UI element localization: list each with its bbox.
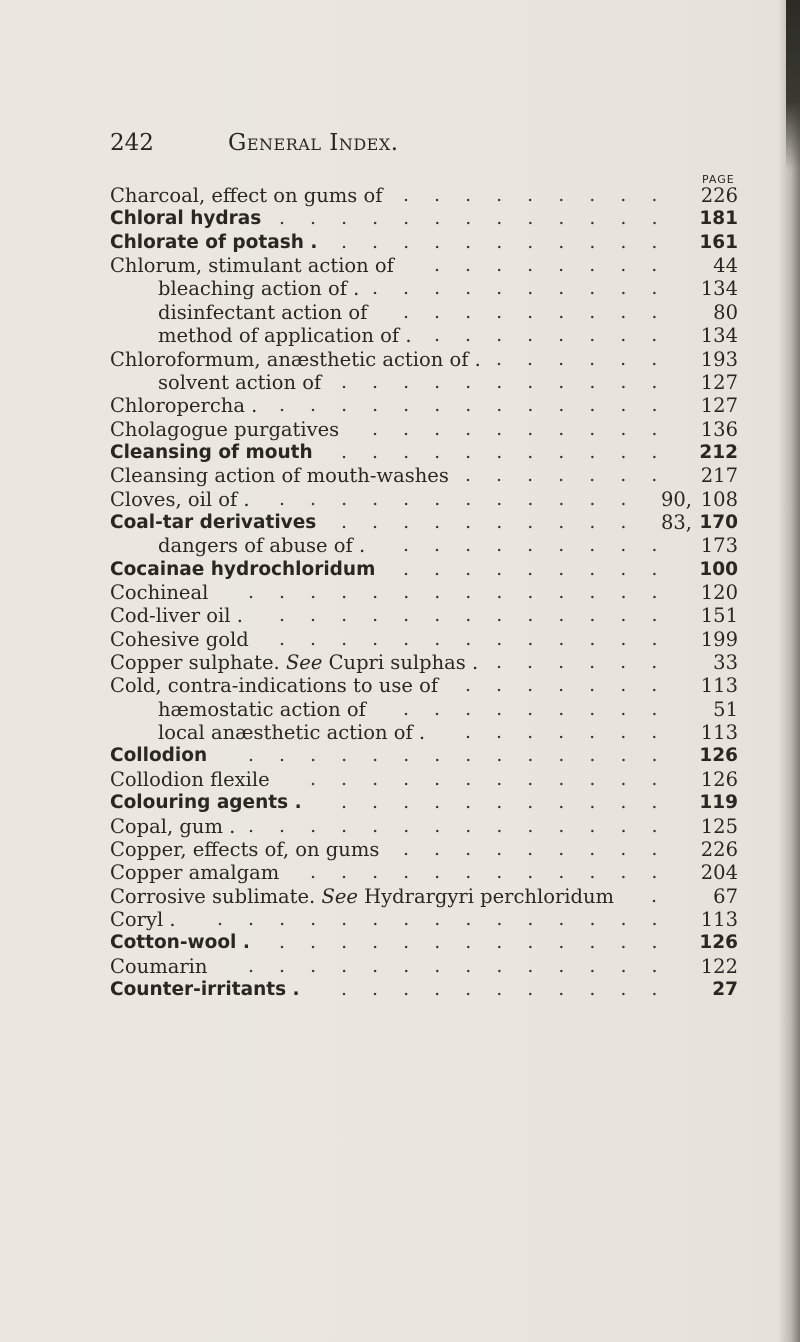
leader-dots: ..............: [248, 814, 683, 837]
leader-dots: ...........: [341, 230, 683, 253]
page-reference: 127: [700, 394, 738, 418]
index-entry: [0, 254, 800, 277]
index-term: [110, 604, 243, 627]
term-text: Cochineal: [110, 581, 209, 604]
leader-dots: ..........: [372, 277, 683, 300]
page-reference: 126: [700, 767, 738, 791]
leader-dots: .............: [279, 931, 683, 954]
leader-dots: .............: [279, 207, 683, 230]
leader-dots: .........: [403, 300, 683, 323]
leader-dots: ..........: [341, 510, 652, 533]
leader-dots: .........: [403, 534, 683, 557]
index-entry: [0, 371, 800, 394]
index-term: [110, 978, 300, 1001]
leader-dots: .........: [403, 697, 683, 720]
cross-reference: Hydrargyri perchloridum: [364, 884, 615, 908]
term-text: Copper amalgam: [110, 861, 280, 885]
index-term: [110, 768, 270, 791]
index-entry: [0, 534, 800, 557]
term-text: Copper sulphate.: [110, 651, 280, 674]
index-term: [110, 885, 614, 908]
page-reference: 199: [700, 627, 738, 651]
index-entry: [0, 721, 800, 744]
page-column-label: PAGE: [702, 173, 735, 186]
cross-reference: Cupri sulphas .: [328, 651, 479, 674]
index-term: [158, 371, 321, 394]
index-entry: [0, 488, 800, 511]
leader-dots: ............: [310, 767, 683, 790]
index-entry: [0, 744, 800, 767]
page-reference: 173: [700, 534, 738, 558]
index-term: [110, 418, 339, 441]
term-text: hæmostatic action of: [158, 697, 366, 721]
index-entry: [0, 394, 800, 417]
index-entry: [0, 324, 800, 347]
page-reference: 113: [700, 674, 738, 698]
index-term: [110, 861, 279, 884]
index-term: [110, 254, 394, 277]
page-reference-primary: 83,: [660, 510, 692, 534]
term-text: Collodion flexile: [110, 767, 270, 791]
term-text: Cloves, oil of .: [110, 487, 250, 511]
term-text: Chlorum, stimulant action of: [110, 254, 394, 278]
index-entry: [0, 955, 800, 978]
leader-dots: ...............: [217, 907, 683, 930]
index-term: [158, 301, 367, 324]
page-reference: 100: [699, 558, 738, 580]
term-text: Cold, contra-indications to use of: [110, 674, 439, 698]
index-term: [110, 394, 257, 417]
term-text: disinfectant action of: [158, 300, 368, 324]
leader-dots: ........: [434, 254, 683, 277]
page-reference: 44: [713, 254, 738, 278]
page-reference: 204: [700, 861, 738, 885]
index-entry: [0, 651, 800, 674]
leader-dots: ..............: [248, 744, 683, 767]
page-reference: 134: [700, 324, 738, 348]
index-term: [158, 534, 365, 557]
leader-dots: ..............: [248, 954, 683, 977]
index-term: [158, 721, 425, 744]
see-reference-label: See: [321, 884, 358, 908]
leader-dots: .........: [403, 557, 683, 580]
page-reference: 212: [699, 441, 738, 463]
index-term: [158, 324, 412, 347]
term-text: dangers of abuse of .: [158, 534, 366, 558]
term-text: Charcoal, effect on gums of: [110, 184, 383, 207]
leader-dots: .......: [465, 464, 683, 487]
term-text: Chloral hydras: [110, 208, 262, 230]
index-term: [110, 558, 375, 581]
page-reference: 170: [699, 511, 738, 533]
leader-dots: ...........: [341, 370, 683, 393]
leader-dots: ..........: [372, 417, 683, 440]
index-entry: [0, 791, 800, 814]
term-text: Counter-irritants .: [110, 978, 300, 1000]
index-term: [110, 348, 481, 371]
index-term: [110, 184, 382, 207]
index-entry: [0, 348, 800, 371]
index-entry: [0, 207, 800, 230]
page-reference: 217: [700, 464, 738, 488]
term-text: Chloroformum, anæsthetic action of .: [110, 347, 481, 371]
index-entry: [0, 441, 800, 464]
leader-dots: ...........: [341, 440, 683, 463]
page-reference: 27: [712, 978, 738, 1000]
see-reference-label: See: [285, 651, 323, 674]
index-entry: [0, 674, 800, 697]
index-entry: [0, 628, 800, 651]
leader-dots: ............: [279, 487, 652, 510]
index-term: [110, 674, 438, 697]
index-entry: [0, 581, 800, 604]
term-text: Colouring agents .: [110, 792, 302, 814]
page-reference-primary: 90,: [660, 487, 692, 511]
leader-dots: ......: [496, 651, 683, 673]
page-reference: 126: [699, 745, 738, 767]
index-entry: [0, 511, 800, 534]
index-term: [110, 511, 316, 534]
index-term: [110, 628, 249, 651]
index-entry: [0, 231, 800, 254]
leader-dots: .......: [465, 674, 683, 697]
index-entry: [0, 861, 800, 884]
term-text: Coryl .: [110, 907, 176, 931]
page-reference: 125: [700, 814, 738, 838]
index-entry: [0, 301, 800, 324]
leader-dots: ..............: [248, 581, 683, 603]
page-reference: 126: [699, 932, 738, 954]
index-term: [158, 698, 366, 721]
index-entry: [0, 558, 800, 581]
page-reference: 181: [699, 208, 738, 230]
index-entry: [0, 978, 800, 1001]
index-term: [110, 931, 250, 954]
index-term: [110, 488, 250, 511]
index-term: [110, 231, 317, 254]
page-reference: 33: [713, 651, 738, 674]
index-entry: [0, 604, 800, 627]
term-text: Copal, gum .: [110, 814, 236, 838]
running-title: General Index.: [228, 130, 399, 156]
page-reference: 151: [700, 604, 738, 628]
index-entry: [0, 931, 800, 954]
term-text: Corrosive sublimate.: [110, 884, 316, 908]
index-term: [110, 651, 478, 674]
page-reference: 80: [713, 300, 738, 324]
page-reference: 120: [700, 581, 738, 604]
index-term: [110, 464, 449, 487]
leader-dots: .........: [403, 184, 683, 206]
page-reference: 161: [699, 231, 738, 253]
term-text: Coumarin: [110, 954, 208, 978]
page-reference: 122: [700, 954, 738, 978]
index-term: [110, 581, 208, 604]
term-text: Coal-tar derivatives: [110, 511, 317, 533]
leader-dots: .............: [279, 394, 683, 417]
term-text: Collodion: [110, 745, 208, 767]
index-entry: [0, 885, 800, 908]
page-reference: 119: [699, 792, 738, 814]
term-text: solvent action of: [158, 370, 322, 394]
term-text: Cocainae hydrochloridum: [110, 558, 376, 580]
index-term: [110, 441, 313, 464]
leader-dots: ...........: [341, 791, 683, 814]
page-reference: 136: [700, 417, 738, 441]
index-entry: [0, 464, 800, 487]
index-entry: [0, 838, 800, 861]
term-text: Cleansing of mouth: [110, 441, 313, 463]
leader-dots: .............: [279, 627, 683, 650]
index-entry: [0, 277, 800, 300]
leader-dots: ............: [310, 861, 683, 884]
index-term: [110, 791, 302, 814]
term-text: Cholagogue purgatives: [110, 417, 340, 441]
leader-dots: ........: [434, 324, 683, 347]
leader-dots: .............: [279, 604, 683, 627]
index-entry: [0, 908, 800, 931]
index-term: [110, 908, 176, 931]
term-text: Cohesive gold: [110, 627, 249, 651]
page-reference: 113: [700, 907, 738, 931]
leader-dots: ...........: [341, 977, 683, 1000]
index-entry: [0, 418, 800, 441]
index-term: [110, 955, 207, 978]
leader-dots: ......: [496, 347, 683, 370]
term-text: local anæsthetic action of .: [158, 721, 426, 745]
page-reference: 226: [700, 837, 738, 861]
page-reference: 113: [700, 721, 738, 745]
index-entry: [0, 768, 800, 791]
page-reference: 51: [713, 697, 738, 721]
page-reference: 193: [700, 347, 738, 371]
index-term: [110, 838, 379, 861]
term-text: Cleansing action of mouth-washes: [110, 464, 449, 488]
term-text: Cotton-wool .: [110, 932, 250, 954]
term-text: bleaching action of .: [158, 277, 360, 301]
page-number: 242: [110, 130, 154, 156]
term-text: Chlorate of potash .: [110, 231, 318, 253]
index-entry: [0, 698, 800, 721]
index-entry: [0, 815, 800, 838]
term-text: Chloropercha .: [110, 394, 258, 418]
leader-dots: .: [651, 884, 683, 907]
page-reference: 226: [700, 184, 738, 207]
leader-dots: .........: [403, 837, 683, 860]
page-reference: 127: [700, 370, 738, 394]
term-text: method of application of .: [158, 324, 412, 348]
index-entry: [0, 184, 800, 207]
leader-dots: .......: [465, 721, 683, 744]
page-reference: 134: [700, 277, 738, 301]
index-term: [110, 815, 235, 838]
page-reference: 67: [713, 884, 738, 908]
index-term: [110, 207, 261, 230]
page-reference: 108: [700, 487, 738, 511]
index-term: [158, 277, 359, 300]
index-term: [110, 744, 207, 767]
term-text: Cod-liver oil .: [110, 604, 243, 628]
term-text: Copper, effects of, on gums: [110, 837, 380, 861]
